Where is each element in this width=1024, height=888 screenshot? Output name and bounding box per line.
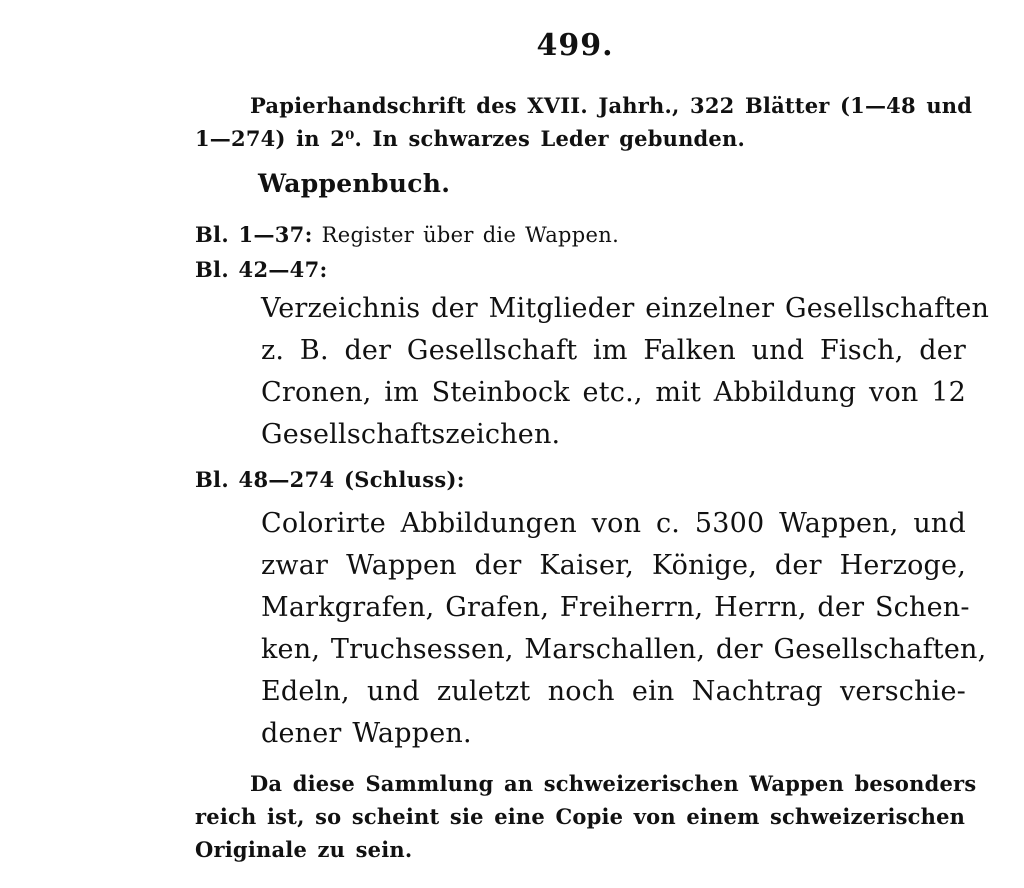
manuscript-description [195,89,973,155]
description-line: dener Wappen. [261,718,472,749]
document-title: Wappenbuch. [258,169,451,198]
entry-heading [195,467,465,492]
closing-line-3: Originale zu sein. [195,837,413,862]
entry-heading [195,257,328,282]
entry-description [261,503,987,755]
entry-text: Register über die Wappen. [321,223,620,247]
description-line: Verzeichnis der Mitglieder einzelner Gesellschaften [261,293,990,324]
entry-description [261,288,990,456]
intro-line-1: Papierhandschrift des XVII. Jahrh., 322 Blätter (1—48 und [250,93,973,118]
description-line: zwar Wappen der Kaiser, Könige, der Herzoge, [261,550,966,581]
description-line: Cronen, im Steinbock etc., mit Abbildung von 12 [261,377,966,408]
description-line: Colorirte Abbildungen von c. 5300 Wappen, und [261,508,966,539]
closing-note [195,767,977,866]
entry-reference: Bl. 1—37: [195,222,313,247]
description-line: z. B. der Gesellschaft im Falken und Fisch, der [261,335,966,366]
description-line: Edeln, und zuletzt noch ein Nachtrag verschie- [261,676,966,707]
closing-line-2: reich ist, so scheint sie eine Copie von einem schweizerischen [195,804,966,829]
entry-reference: Bl. 42—47: [195,257,328,282]
closing-line-1: Da diese Sammlung an schweizerischen Wappen besonders [250,771,977,796]
entry-heading [195,222,619,247]
description-line: Gesellschaftszeichen. [261,419,561,450]
description-line: Markgrafen, Grafen, Freiherrn, Herrn, der Schen- [261,592,970,623]
entry-reference: Bl. 48—274 (Schluss): [195,467,465,492]
description-line: ken, Truchsessen, Marschallen, der Gesellschaften, [261,634,987,665]
intro-line-2: 1—274) in 2⁰. In schwarzes Leder gebunden. [195,126,745,151]
page-number: 499. [536,28,614,63]
